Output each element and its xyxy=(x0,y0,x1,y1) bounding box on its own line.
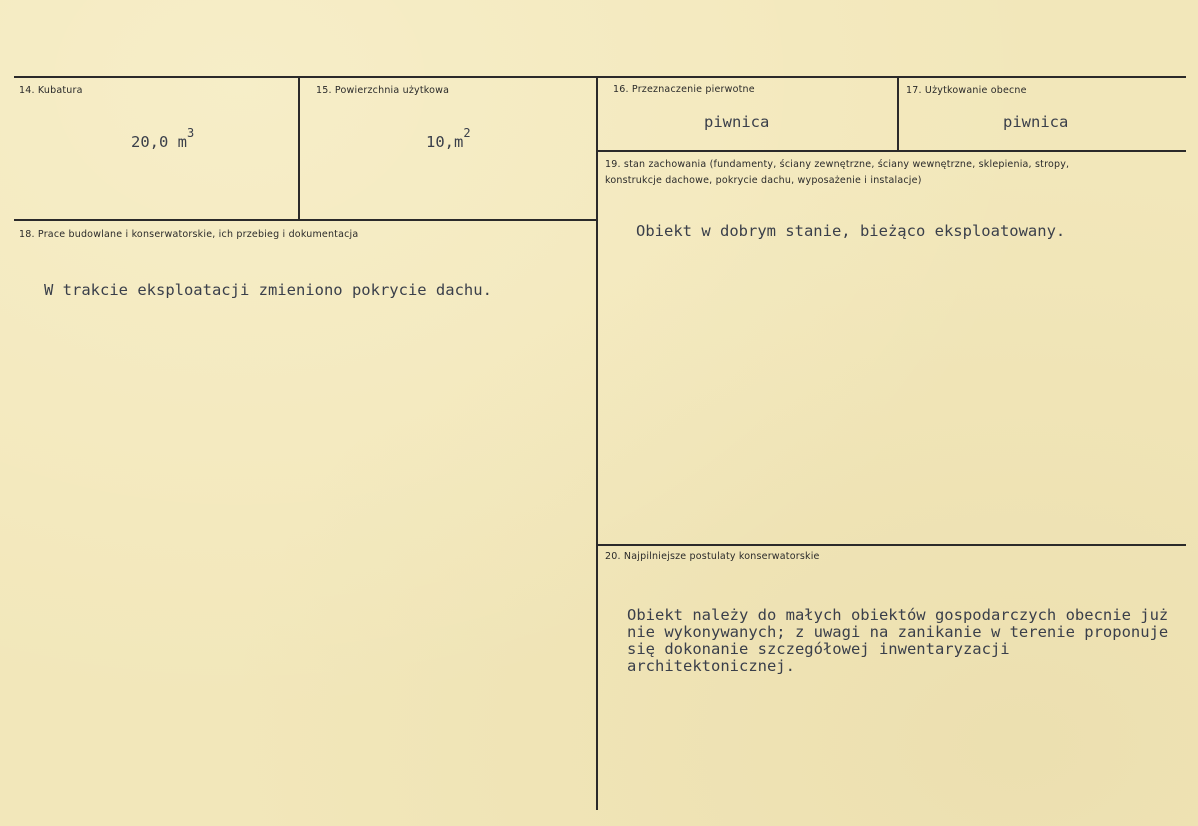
field-17-label: 17. Użytkowanie obecne xyxy=(906,85,1027,96)
field-18-value: W trakcie eksploatacji zmieniono pokrycie dachu. xyxy=(44,281,492,299)
field-15-label: 15. Powierzchnia użytkowa xyxy=(316,85,450,96)
field-20-value: Obiekt należy do małych obiektów gospodarczych obecnie już nie wykonywanych; z uwagi na zanikanie w terenie proponuje się dokonanie szczegółowej inwentaryzacji architektonicznej. xyxy=(627,606,1169,675)
powierzchnia-number: 10,m xyxy=(426,133,464,151)
field-14-label: 14. Kubatura xyxy=(19,85,83,96)
divider-center xyxy=(596,78,598,810)
top-rule xyxy=(14,76,1186,78)
field-16-value: piwnica xyxy=(704,113,770,131)
rule-above-20 xyxy=(596,544,1186,546)
field-14-value xyxy=(131,125,195,151)
field-17-value: piwnica xyxy=(1003,113,1069,131)
field-16-label: 16. Przeznaczenie pierwotne xyxy=(613,84,755,95)
field-20-label: 20. Najpilniejsze postulaty konserwatorskie xyxy=(605,551,820,562)
rule-under-14-15 xyxy=(14,219,598,221)
kubatura-number: 20,0 m xyxy=(131,133,187,151)
field-19-label: 19. stan zachowania (fundamenty, ściany zewnętrzne, ściany wewnętrzne, sklepienia, stropy, konstrukcje dachowe, pokrycie dachu, wyposażenie i instalacje) xyxy=(605,159,1070,186)
kubatura-exponent: 3 xyxy=(187,125,195,140)
divider-col1 xyxy=(298,78,300,220)
divider-col4 xyxy=(897,78,899,150)
field-19-value: Obiekt w dobrym stanie, bieżąco eksploatowany. xyxy=(636,222,1066,240)
powierzchnia-exponent: 2 xyxy=(463,125,471,140)
rule-under-16-17 xyxy=(596,150,1186,152)
field-15-value xyxy=(426,125,471,151)
field-18-label: 18. Prace budowlane i konserwatorskie, ich przebieg i dokumentacja xyxy=(19,229,359,240)
